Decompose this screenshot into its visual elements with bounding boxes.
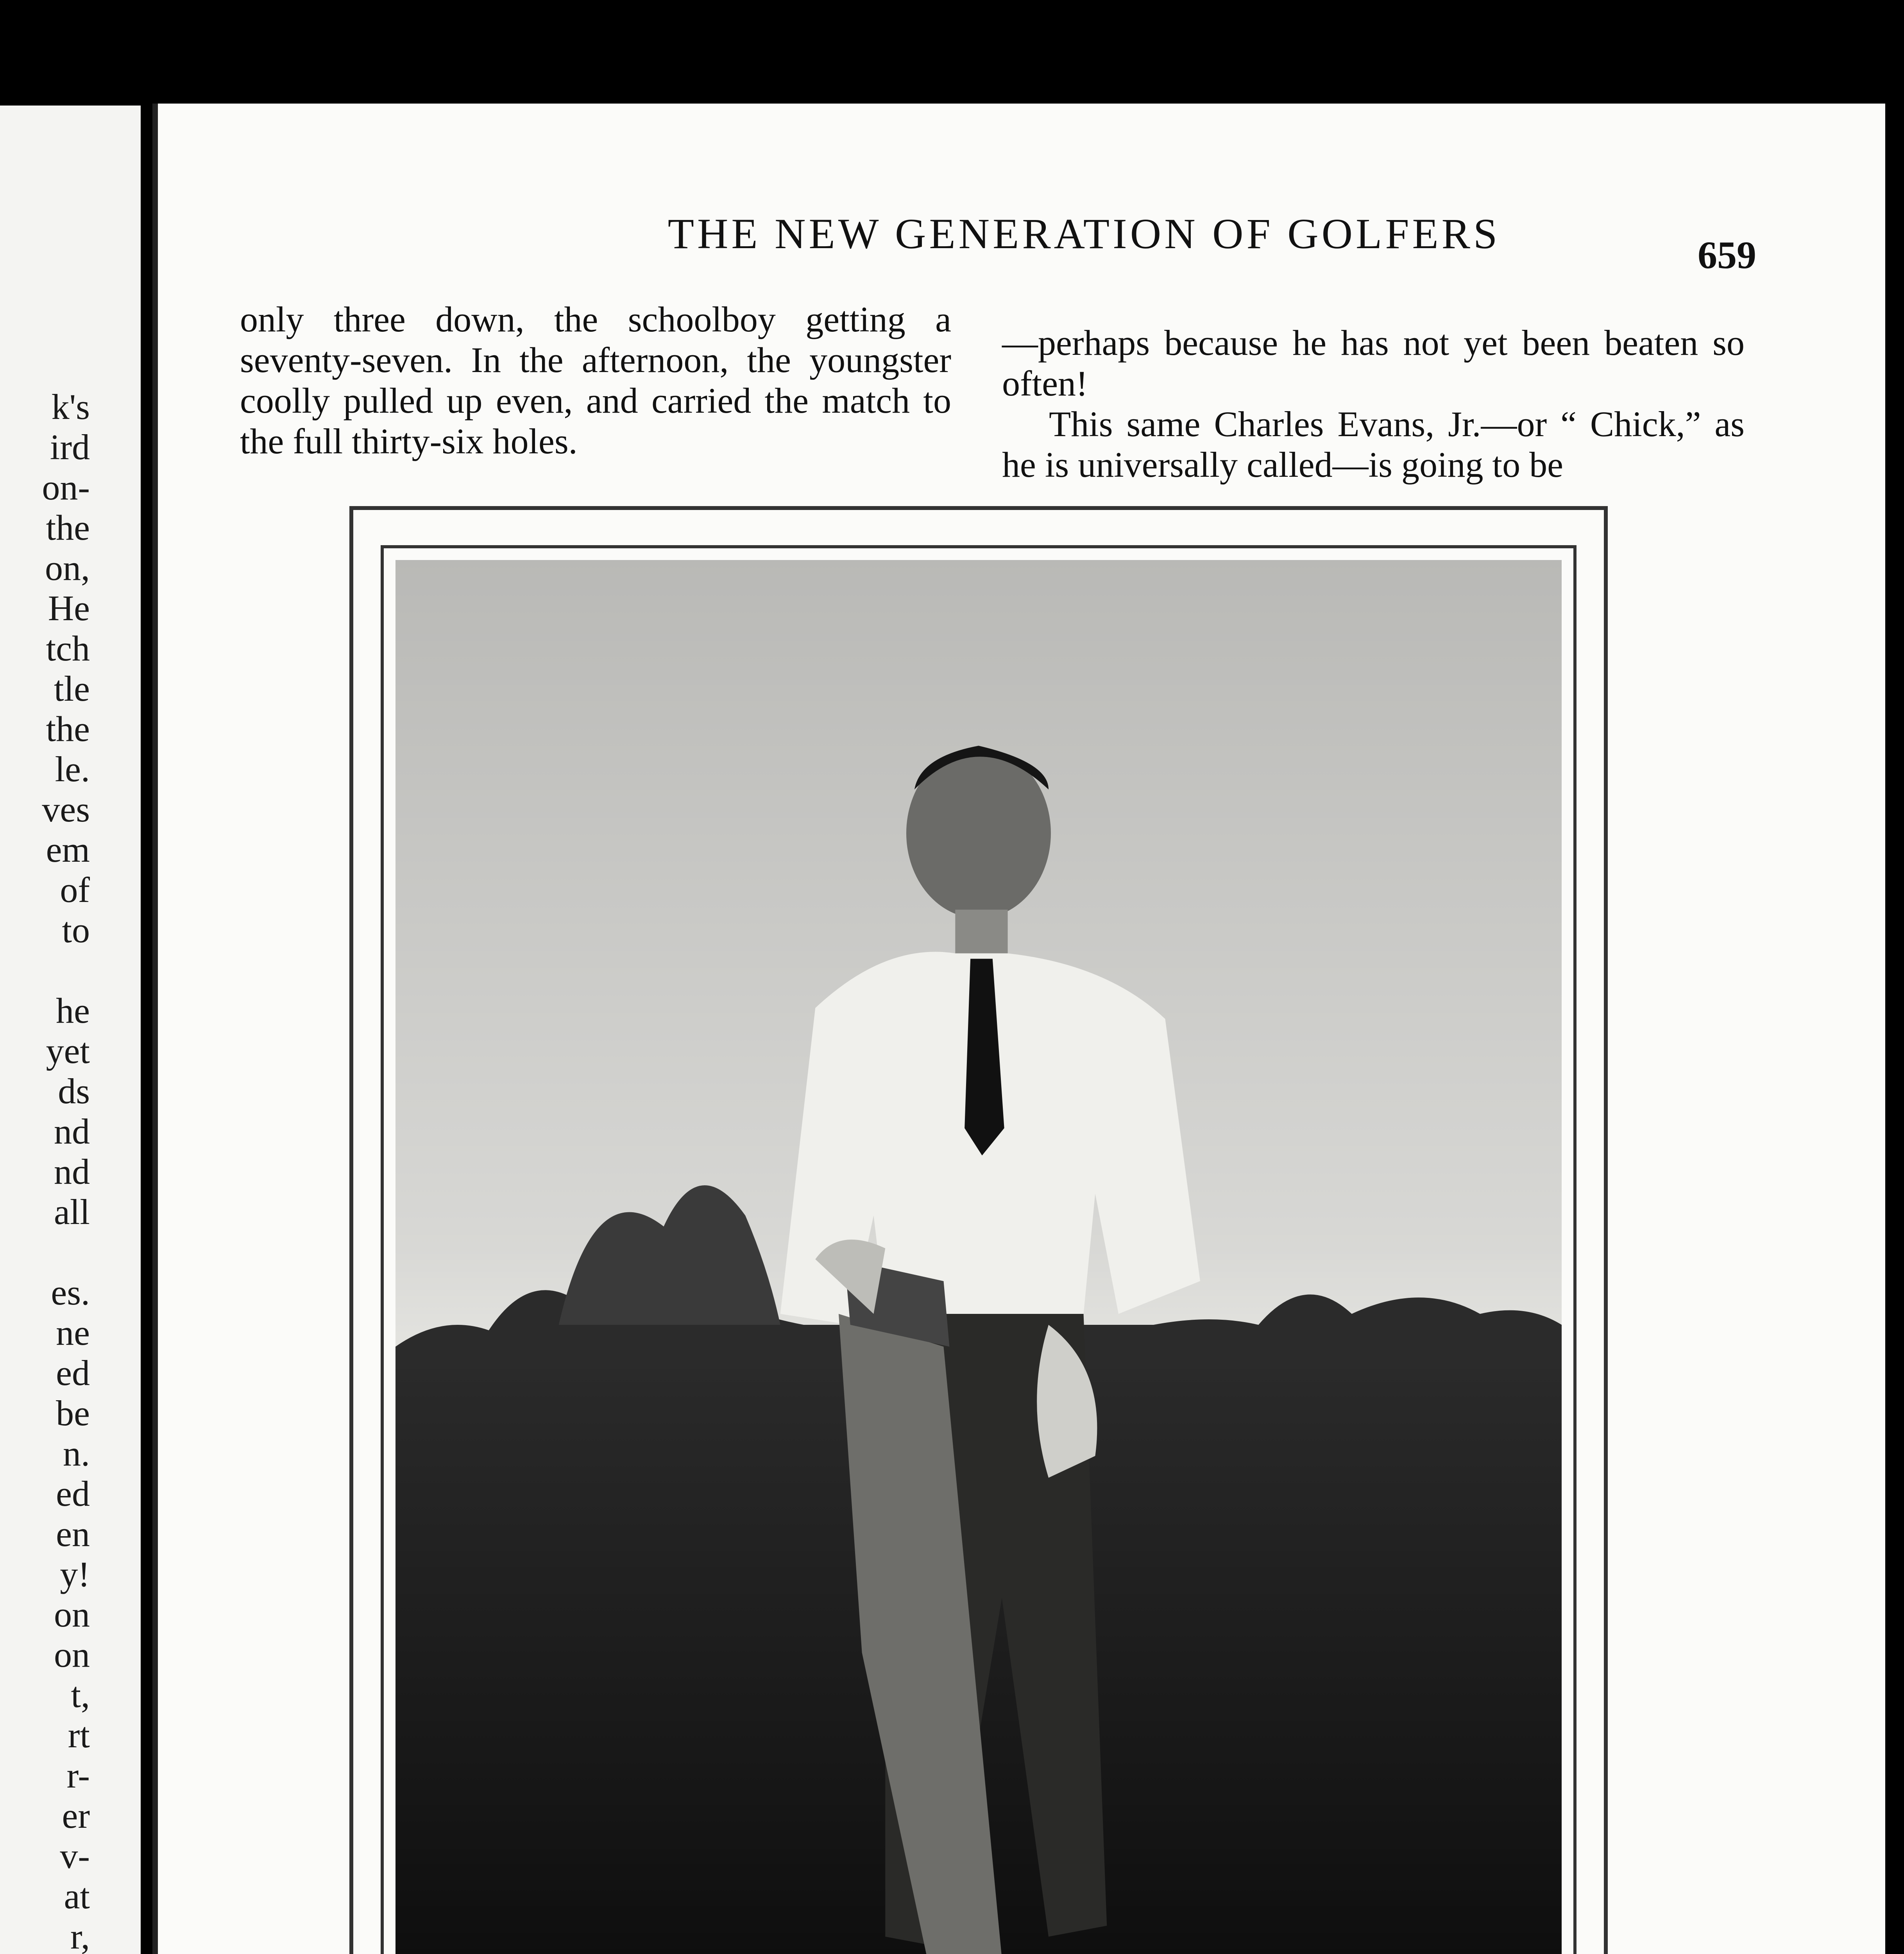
facing-page-fragment: ne xyxy=(56,1313,90,1353)
facing-page-fragment: ird xyxy=(50,427,90,467)
paragraph: only three down, the schoolboy getting a seventy-seven. In the afternoon, the youngster coolly pulled up even, and carried the match to the full thirty-six holes. xyxy=(240,299,951,461)
facing-page-fragment: rt xyxy=(68,1715,90,1755)
paragraph: This same Charles Evans, Jr.—or “ Chick,” as he is universally called—is going to be xyxy=(1002,404,1745,485)
facing-page-fragment: n. xyxy=(63,1433,90,1473)
facing-page-fragment: the xyxy=(46,508,90,548)
facing-page-fragment: to xyxy=(62,910,90,950)
facing-page-fragment: be xyxy=(56,1393,90,1433)
facing-page-fragment: on xyxy=(54,1635,90,1675)
facing-page-fragment: r- xyxy=(66,1755,90,1795)
facing-page-fragment: ed xyxy=(56,1474,90,1514)
facing-page-fragment: he xyxy=(56,991,90,1031)
facing-page-fragment: yet xyxy=(46,1031,90,1071)
facing-page-fragment: on, xyxy=(45,548,90,588)
facing-page-fragment: nd xyxy=(54,1111,90,1151)
page-number: 659 xyxy=(1698,233,1756,277)
facing-page xyxy=(0,106,141,1954)
facing-page-fragment: k's xyxy=(51,387,90,427)
facing-page-fragment: ds xyxy=(58,1071,90,1111)
facing-page-fragment: at xyxy=(64,1876,90,1916)
top-left-column xyxy=(240,299,951,462)
facing-page-text xyxy=(0,387,90,1954)
facing-page-fragment: v- xyxy=(60,1836,90,1876)
facing-page-fragment: t, xyxy=(71,1675,90,1715)
facing-page-fragment: er xyxy=(62,1796,90,1836)
facing-page-fragment: on- xyxy=(42,467,90,507)
photo-frame xyxy=(349,506,1608,1954)
facing-page-fragment: r, xyxy=(70,1916,90,1954)
paragraph: —perhaps because he has not yet been beaten so often! xyxy=(1002,323,1745,403)
magazine-page xyxy=(152,104,1885,1954)
facing-page-fragment: all xyxy=(54,1192,90,1232)
facing-page-fragment: ves xyxy=(42,789,90,829)
golfer-photograph xyxy=(395,560,1562,1954)
running-header: THE NEW GENERATION OF GOLFERS xyxy=(667,210,1501,258)
facing-page-fragment: of xyxy=(60,870,90,910)
facing-page-fragment: on xyxy=(54,1594,90,1634)
facing-page-fragment: ed xyxy=(56,1353,90,1393)
facing-page-fragment: tle xyxy=(54,669,90,709)
facing-page-fragment: He xyxy=(48,588,90,628)
facing-page-fragment: y! xyxy=(60,1554,90,1594)
facing-page-fragment: em xyxy=(46,830,90,870)
photo-inner-frame xyxy=(381,545,1577,1954)
top-right-column xyxy=(1002,322,1745,485)
facing-page-fragment xyxy=(0,1232,90,1272)
facing-page-fragment: es. xyxy=(51,1272,90,1312)
facing-page-fragment: nd xyxy=(54,1152,90,1192)
facing-page-fragment: tch xyxy=(46,628,90,668)
facing-page-fragment: the xyxy=(46,709,90,749)
facing-page-fragment: en xyxy=(56,1514,90,1554)
facing-page-fragment xyxy=(0,950,90,991)
facing-page-fragment: le. xyxy=(55,749,90,789)
